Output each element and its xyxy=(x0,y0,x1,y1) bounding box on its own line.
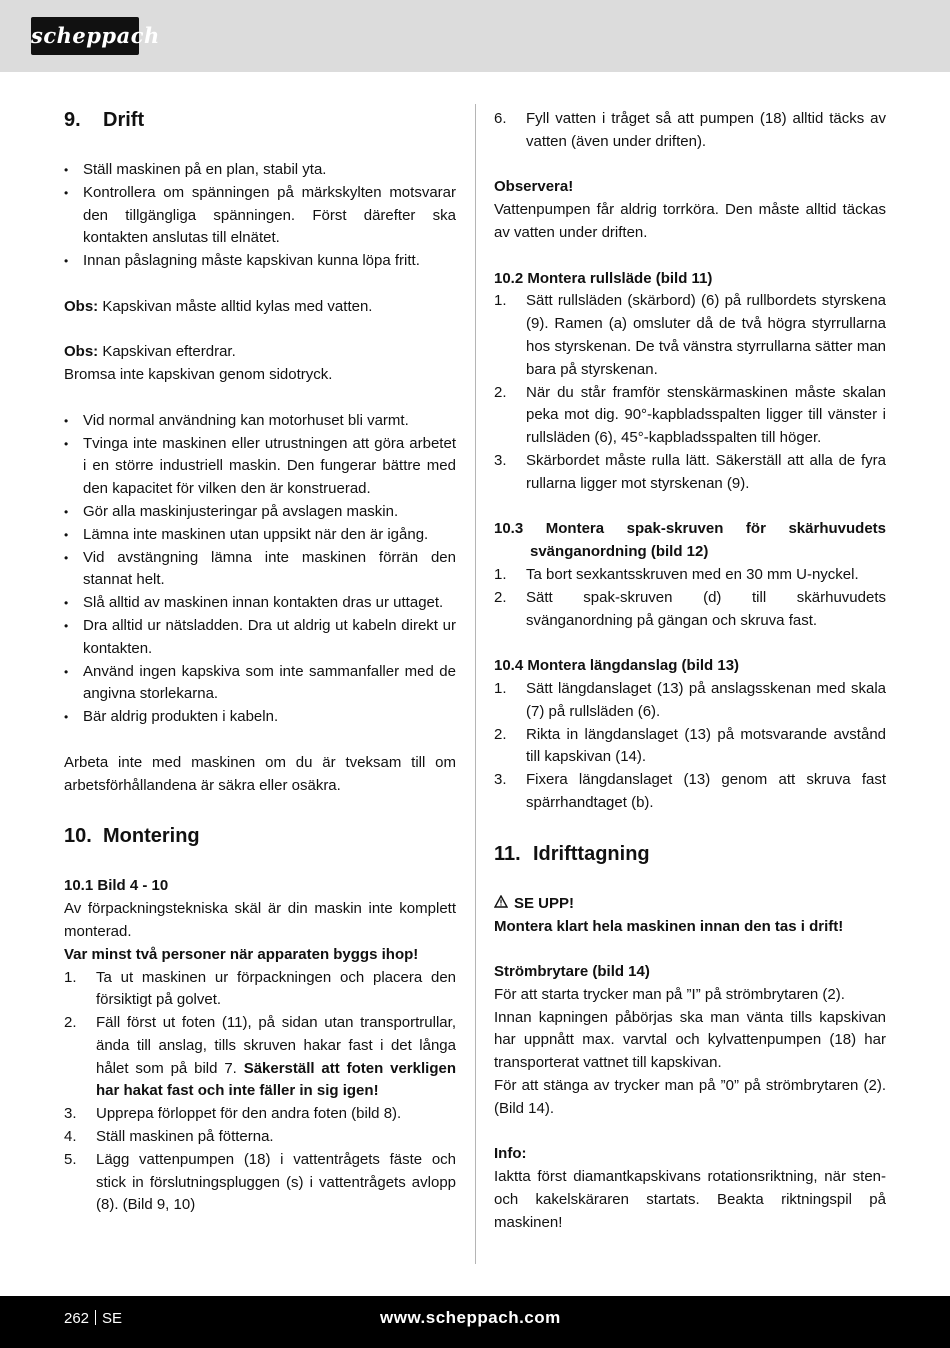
list-item: 6. Fyll vatten i tråget så att pumpen (18) alltid täcks av vatten (även under driften). xyxy=(494,110,886,150)
list-item: 3. Upprepa förloppet för den andra foten (bild 8). xyxy=(64,1105,402,1123)
column-divider xyxy=(475,104,476,1264)
warning-label: SE UPP! xyxy=(494,893,886,916)
drift-bullet-list-2 xyxy=(64,410,456,729)
list-item: 1. Ta bort sexkantsskruven med en 30 mm U-nyckel. xyxy=(494,565,859,583)
list-item: 1. Sätt rullsläden (skärbord) (6) på rullbordets styrskena (9). Ramen (a) omsluter då de två högra styrrullarna hos styrskenan. De två vänstra styrrullarna sätter man bara på styrskenan. xyxy=(494,292,886,378)
section-10-4-heading: 10.4 Montera längdanslag (bild 13) xyxy=(494,657,740,675)
section-9-heading: 9. Drift xyxy=(64,109,145,131)
section-10-2-heading: 10.2 Montera rullsläde (bild 11) xyxy=(494,269,713,287)
page-header xyxy=(0,0,950,72)
section-10-4-steps xyxy=(494,678,886,815)
list-item: 2. Rikta in längdanslaget (13) på motsvarande avstånd till kapskivan (14). xyxy=(494,725,886,766)
list-item: 2. Sätt spak-skruven (d) till skärhuvudets svänganordning på gängan och skruva fast. xyxy=(494,588,886,629)
list-item: 4. Ställ maskinen på fötterna. xyxy=(64,1128,274,1146)
section-10-2-steps xyxy=(494,290,886,495)
switch-heading: Strömbrytare (bild 14) xyxy=(494,963,650,981)
observera-text: Vattenpumpen får aldrig torrköra. Den måste alltid täckas av vatten under driften. xyxy=(494,201,886,241)
list-item: • Lämna inte maskinen utan uppsikt när den är igång. xyxy=(64,524,456,547)
switch-text-3: För att stänga av trycker man på ”0” på strömbrytaren (2). (Bild 14). xyxy=(494,1077,886,1117)
section-10-3-heading-line2: svänganordning (bild 12) xyxy=(530,543,709,561)
section-10-1-warning: Var minst två personer när apparaten byggs ihop! xyxy=(64,945,419,963)
drift-bullet-list-1 xyxy=(64,159,456,273)
list-item: 2. Fäll först ut foten (11), på sidan utan transportrullar, ända till anslag, tills skruven hakar fast i det långa hålet som på bild 7. Säkerställ att foten verkligen har hakat fast och inte fäller in sig igen! xyxy=(64,1014,456,1100)
observera-label: Observera! xyxy=(494,178,574,196)
switch-text-1: För att starta trycker man på ”I” på strömbrytaren (2). xyxy=(494,985,845,1003)
left-column xyxy=(64,108,456,1217)
list-item: 2. När du står framför stenskärmaskinen måste skalan peka mot dig. 90°-kapbladsspalten ligger till vänster i rullsläden (6), 45°-kapbladsspalten till höger. xyxy=(494,383,886,447)
list-item: • Bär aldrig produkten i kabeln. xyxy=(64,706,456,729)
assembly-steps xyxy=(64,967,456,1218)
section-10-3-steps xyxy=(494,564,886,632)
list-item: • Gör alla maskinjusteringar på avslagen maskin. xyxy=(64,501,456,524)
page-footer xyxy=(0,1296,950,1348)
list-item: • Använd ingen kapskiva som inte sammanfaller med de angivna storlekarna. xyxy=(64,661,456,707)
info-text: Iaktta först diamantkapskivans rotationsriktning, när sten- och kakelskäraren startats. Beakta riktningspil på maskinen! xyxy=(494,1168,886,1231)
right-column xyxy=(494,108,886,1235)
warning-triangle-icon xyxy=(494,893,508,916)
list-item: 5. Lägg vattenpumpen (18) i vattentrågets fäste och stick in förslutningspluggen (s) i vattentrågets avlopp (8). (Bild 9, 10) xyxy=(64,1150,456,1214)
obs-note-2-line2: Bromsa inte kapskivan genom sidotryck. xyxy=(64,366,333,384)
list-item: • Ställ maskinen på en plan, stabil yta. xyxy=(64,159,456,182)
section-10-1-heading: 10.1 Bild 4 - 10 xyxy=(64,877,169,895)
scheppach-logo: scheppach xyxy=(31,17,139,55)
list-item: 1. Sätt längdanslaget (13) på anslagsskenan med skala (7) på rullsläden (6). xyxy=(494,679,886,720)
warning-text: Montera klart hela maskinen innan den tas i drift! xyxy=(494,917,844,935)
safety-paragraph: Arbeta inte med maskinen om du är tveksam till om arbetsförhållandena är säkra eller osäkra. xyxy=(64,753,456,794)
list-item: • Tvinga inte maskinen eller utrustningen att göra arbetet i en större industriell maskin. Den fungerar bättre med den kapacitet för vilken den är konstruerad. xyxy=(64,433,456,501)
assembly-steps-continued xyxy=(494,108,886,154)
list-item: • Slå alltid av maskinen innan kontakten dras ur uttaget. xyxy=(64,592,456,615)
website-link[interactable]: www.scheppach.com xyxy=(380,1308,561,1327)
info-label: Info: xyxy=(494,1145,527,1163)
list-item: 3. Fixera längdanslaget (13) genom att skruva fast spärrhandtaget (b). xyxy=(494,771,886,811)
list-item: 1. Ta ut maskinen ur förpackningen och placera den försiktigt på golvet. xyxy=(64,968,456,1009)
obs-note-1: Obs: Kapskivan måste alltid kylas med vatten. xyxy=(64,297,373,315)
list-item: • Vid avstängning lämna inte maskinen förrän den stannat helt. xyxy=(64,547,456,593)
list-item: 3. Skärbordet måste rulla lätt. Säkerställ att alla de fyra rullarna ligger mot styrskenan (9). xyxy=(494,451,886,492)
separator xyxy=(95,1310,96,1325)
section-11-heading: 11. Idrifttagning xyxy=(494,842,650,865)
list-item: • Dra alltid ur nätsladden. Dra ut aldrig ut kabeln direkt ur kontakten. xyxy=(64,615,456,661)
section-10-3-heading: 10.3 Montera spak-skruven för skärhuvudets xyxy=(494,520,886,538)
list-item: • Kontrollera om spänningen på märkskylten motsvarar den tillgängliga spänningen. Först därefter ska kontakten anslutas till elnätet. xyxy=(64,182,456,250)
section-10-heading: 10. Montering xyxy=(64,825,200,848)
obs-note-2: Obs: Kapskivan efterdrar. xyxy=(64,343,236,361)
switch-text-2: Innan kapningen påbörjas ska man vänta tills kapskivan har uppnått max. varvtal och kylvattenpumpen (18) har transporterat vattnet till kapskivan. xyxy=(494,1008,886,1072)
list-item: • Vid normal användning kan motorhuset bli varmt. xyxy=(64,410,456,433)
section-10-1-intro: Av förpackningstekniska skäl är din maskin inte komplett monterad. xyxy=(64,900,456,940)
list-item: • Innan påslagning måste kapskivan kunna löpa fritt. xyxy=(64,250,456,273)
page-number: 262 SE xyxy=(64,1310,123,1327)
